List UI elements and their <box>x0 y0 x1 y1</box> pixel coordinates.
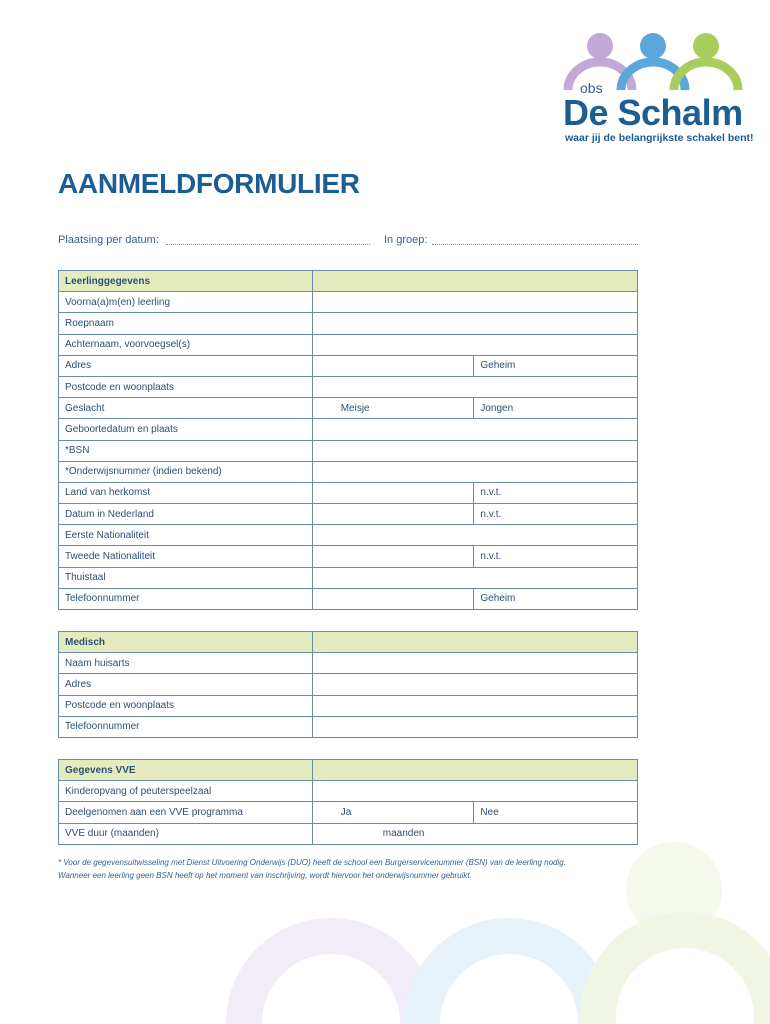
field-input[interactable] <box>313 674 638 695</box>
field-label: Achternaam, voorvoegsel(s) <box>59 334 313 355</box>
field-label: *BSN <box>59 440 313 461</box>
table-row <box>59 716 638 737</box>
field-input[interactable] <box>312 355 474 376</box>
field-label: Voorna(a)m(en) leerling <box>59 292 313 313</box>
table-row <box>59 292 638 313</box>
section-header: Gegevens VVE <box>59 760 313 781</box>
table-row <box>59 588 638 609</box>
field-label: Adres <box>59 355 313 376</box>
table-header-row <box>59 632 638 653</box>
field-input[interactable] <box>312 823 637 844</box>
table-row <box>59 653 638 674</box>
field-input[interactable] <box>312 567 637 588</box>
table-row <box>59 419 638 440</box>
table-row <box>59 313 638 334</box>
table-row <box>59 823 638 844</box>
field-label: Roepnaam <box>59 313 313 334</box>
field-input[interactable] <box>313 716 638 737</box>
field-label: Geslacht <box>59 398 313 419</box>
secret-option[interactable]: Geheim <box>474 588 638 609</box>
logo-prefix: obs <box>580 80 603 96</box>
placement-date-field[interactable] <box>166 244 370 245</box>
section-header-value <box>312 271 637 292</box>
field-input[interactable] <box>312 781 637 802</box>
page-title: AANMELDFORMULIER <box>58 168 360 199</box>
field-label: Tweede Nationaliteit <box>59 546 313 567</box>
table-row <box>59 482 638 503</box>
months-unit: maanden <box>382 828 425 840</box>
field-label: Telefoonnummer <box>59 588 313 609</box>
field-label: Telefoonnummer <box>59 716 313 737</box>
gender-option-boy[interactable]: Jongen <box>474 398 638 419</box>
table-header-row <box>59 760 638 781</box>
table-row <box>59 674 638 695</box>
table-row <box>59 504 638 525</box>
section-header-value <box>312 760 637 781</box>
field-label: Adres <box>59 674 313 695</box>
field-input[interactable] <box>312 482 474 503</box>
field-input[interactable] <box>312 504 474 525</box>
table-row <box>59 781 638 802</box>
logo-name: De Schalm <box>563 92 743 133</box>
placement-group-field[interactable] <box>432 244 638 245</box>
not-applicable-option[interactable]: n.v.t. <box>474 504 638 525</box>
table-row <box>59 334 638 355</box>
field-input[interactable] <box>312 588 474 609</box>
yes-option[interactable]: Ja <box>312 802 474 823</box>
table-row <box>59 546 638 567</box>
field-label: Land van herkomst <box>59 482 313 503</box>
section-header: Medisch <box>59 632 313 653</box>
table-row <box>59 525 638 546</box>
no-option[interactable]: Nee <box>474 802 638 823</box>
table-row <box>59 695 638 716</box>
table-row <box>59 398 638 419</box>
student-details-table <box>58 270 638 610</box>
field-label: VVE duur (maanden) <box>59 823 313 844</box>
field-label: Eerste Nationaliteit <box>59 525 313 546</box>
section-header: Leerlinggegevens <box>59 271 313 292</box>
placement-date-label: Plaatsing per datum: <box>58 234 159 246</box>
placement-group-label: In groep: <box>384 234 428 246</box>
background-decoration-arc-green <box>580 912 770 1024</box>
section-header-value <box>313 632 638 653</box>
school-logo <box>560 30 754 155</box>
field-label: Naam huisarts <box>59 653 313 674</box>
medical-details-table <box>58 631 638 738</box>
field-input[interactable] <box>312 376 637 397</box>
footnote-line: Wanneer een leerling geen BSN heeft op het moment van inschrijving, wordt hiervoor het onderwijsnummer gebruikt. <box>58 871 472 880</box>
table-header-row <box>59 271 638 292</box>
not-applicable-option[interactable]: n.v.t. <box>474 482 638 503</box>
field-input[interactable] <box>312 440 637 461</box>
gender-option-girl[interactable]: Meisje <box>312 398 474 419</box>
field-label: *Onderwijsnummer (indien bekend) <box>59 461 313 482</box>
field-label: Kinderopvang of peuterspeelzaal <box>59 781 313 802</box>
logo-tagline: waar jij de belangrijkste schakel bent! <box>565 132 754 144</box>
table-row <box>59 567 638 588</box>
table-row <box>59 461 638 482</box>
field-label: Postcode en woonplaats <box>59 376 313 397</box>
secret-option[interactable]: Geheim <box>474 355 638 376</box>
footnote <box>58 856 566 882</box>
field-input[interactable] <box>312 292 637 313</box>
not-applicable-option[interactable]: n.v.t. <box>474 546 638 567</box>
field-input[interactable] <box>312 525 637 546</box>
table-row <box>59 355 638 376</box>
field-label: Datum in Nederland <box>59 504 313 525</box>
field-input[interactable] <box>312 546 474 567</box>
table-row <box>59 802 638 823</box>
table-row <box>59 376 638 397</box>
vve-details-table <box>58 759 638 845</box>
field-input[interactable] <box>312 461 637 482</box>
table-row <box>59 440 638 461</box>
field-input[interactable] <box>312 334 637 355</box>
field-input[interactable] <box>313 695 638 716</box>
field-label: Geboortedatum en plaats <box>59 419 313 440</box>
field-input[interactable] <box>312 419 637 440</box>
field-input[interactable] <box>312 313 637 334</box>
footnote-line: * Voor de gegevensuitwisseling met Dienst Uitvoering Onderwijs (DUO) heeft de school een Burgerservicenummer (BSN) van de leerling nodig. <box>58 858 566 867</box>
field-label: Deelgenomen aan een VVE programma <box>59 802 313 823</box>
field-label: Thuistaal <box>59 567 313 588</box>
field-input[interactable] <box>313 653 638 674</box>
field-label: Postcode en woonplaats <box>59 695 313 716</box>
